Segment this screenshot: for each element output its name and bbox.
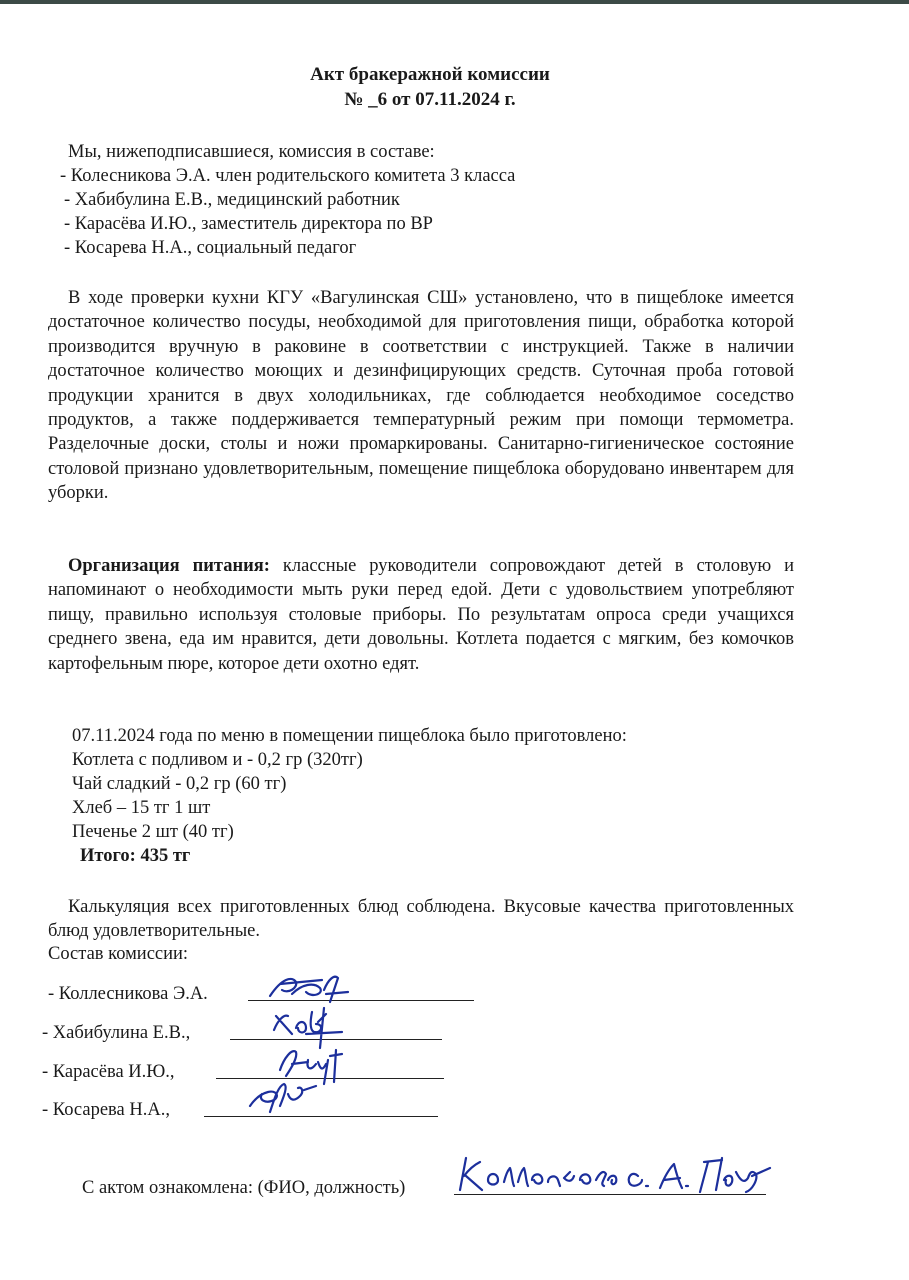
signature-name-label: - Хабибулина Е.В., <box>42 1023 191 1043</box>
handwritten-signature-1 <box>262 968 352 1008</box>
menu-item: Печенье 2 шт (40 тг) <box>72 822 234 842</box>
member-line: - Хабибулина Е.В., медицинский работник <box>64 190 400 210</box>
signature-name-label: - Косарева Н.А., <box>42 1100 170 1120</box>
member-line: - Карасёва И.Ю., заместитель директора по ВР <box>64 214 433 234</box>
commission-intro: Мы, нижеподписавшиеся, комиссия в составе: <box>68 142 435 162</box>
menu-item: Чай сладкий - 0,2 гр (60 тг) <box>72 774 287 794</box>
signature-name-label: - Коллесникова Э.А. <box>48 984 208 1004</box>
menu-item: Хлеб – 15 тг 1 шт <box>72 798 211 818</box>
document-number-line: № _6 от 07.11.2024 г. <box>344 89 516 110</box>
menu-intro: 07.11.2024 года по меню в помещении пищеблока было приготовлено: <box>72 726 627 746</box>
acknowledgement-label: С актом ознакомлена: (ФИО, должность) <box>82 1178 406 1198</box>
organization-label: Организация питания: <box>68 556 270 576</box>
organization-paragraph <box>48 554 794 676</box>
menu-total: Итого: 435 тг <box>80 846 191 866</box>
signatures-heading: Состав комиссии: <box>48 944 189 964</box>
inspection-paragraph: В ходе проверки кухни КГУ «Вагулинская СШ» установлено, что в пищеблоке имеется достаточное количество посуды, необходимой для приготовления пищи, обработка которой производится вручную в раковине в соответствии с инструкцией. Также в наличии достаточное количество моющих и дезинфицирующих средств. Суточная проба готовой продукции хранится в двух холодильниках, где соблюдается необходимое соседство продуктов, а также поддерживается температурный режим при помощи термометра. Разделочные доски, столы и ножи промаркированы. Санитарно-гигиеническое состояние столовой признано удовлетворительным, помещение пищеблока оборудовано инвентарем для уборки. <box>48 288 794 504</box>
document-title: Акт бракеражной комиссии <box>310 64 550 85</box>
menu-item: Котлета с подливом и - 0,2 гр (320тг) <box>72 750 363 770</box>
handwritten-signature-acknowledgement <box>452 1150 782 1200</box>
organization-text: классные руководители сопровождают детей в столовую и напоминают о необходимости мыть руки перед едой. Дети с удовольствием употребляют пищу, правильно используя столовые приборы. По результатам опроса среди учащихся среднего звена, еда им нравится, дети довольны. Котлета подается с мягким, без комочков картофельным пюре, которое дети охотно едят. <box>48 556 795 674</box>
signature-name-label: - Карасёва И.Ю., <box>42 1062 175 1082</box>
conclusion-paragraph: Калькуляция всех приготовленных блюд соблюдена. Вкусовые качества приготовленных блюд удовлетворительные. <box>48 897 794 942</box>
handwritten-signature-4 <box>244 1076 324 1120</box>
member-line: - Колесникова Э.А. член родительского комитета 3 класса <box>60 166 516 186</box>
member-line: - Косарева Н.А., социальный педагог <box>64 238 357 258</box>
